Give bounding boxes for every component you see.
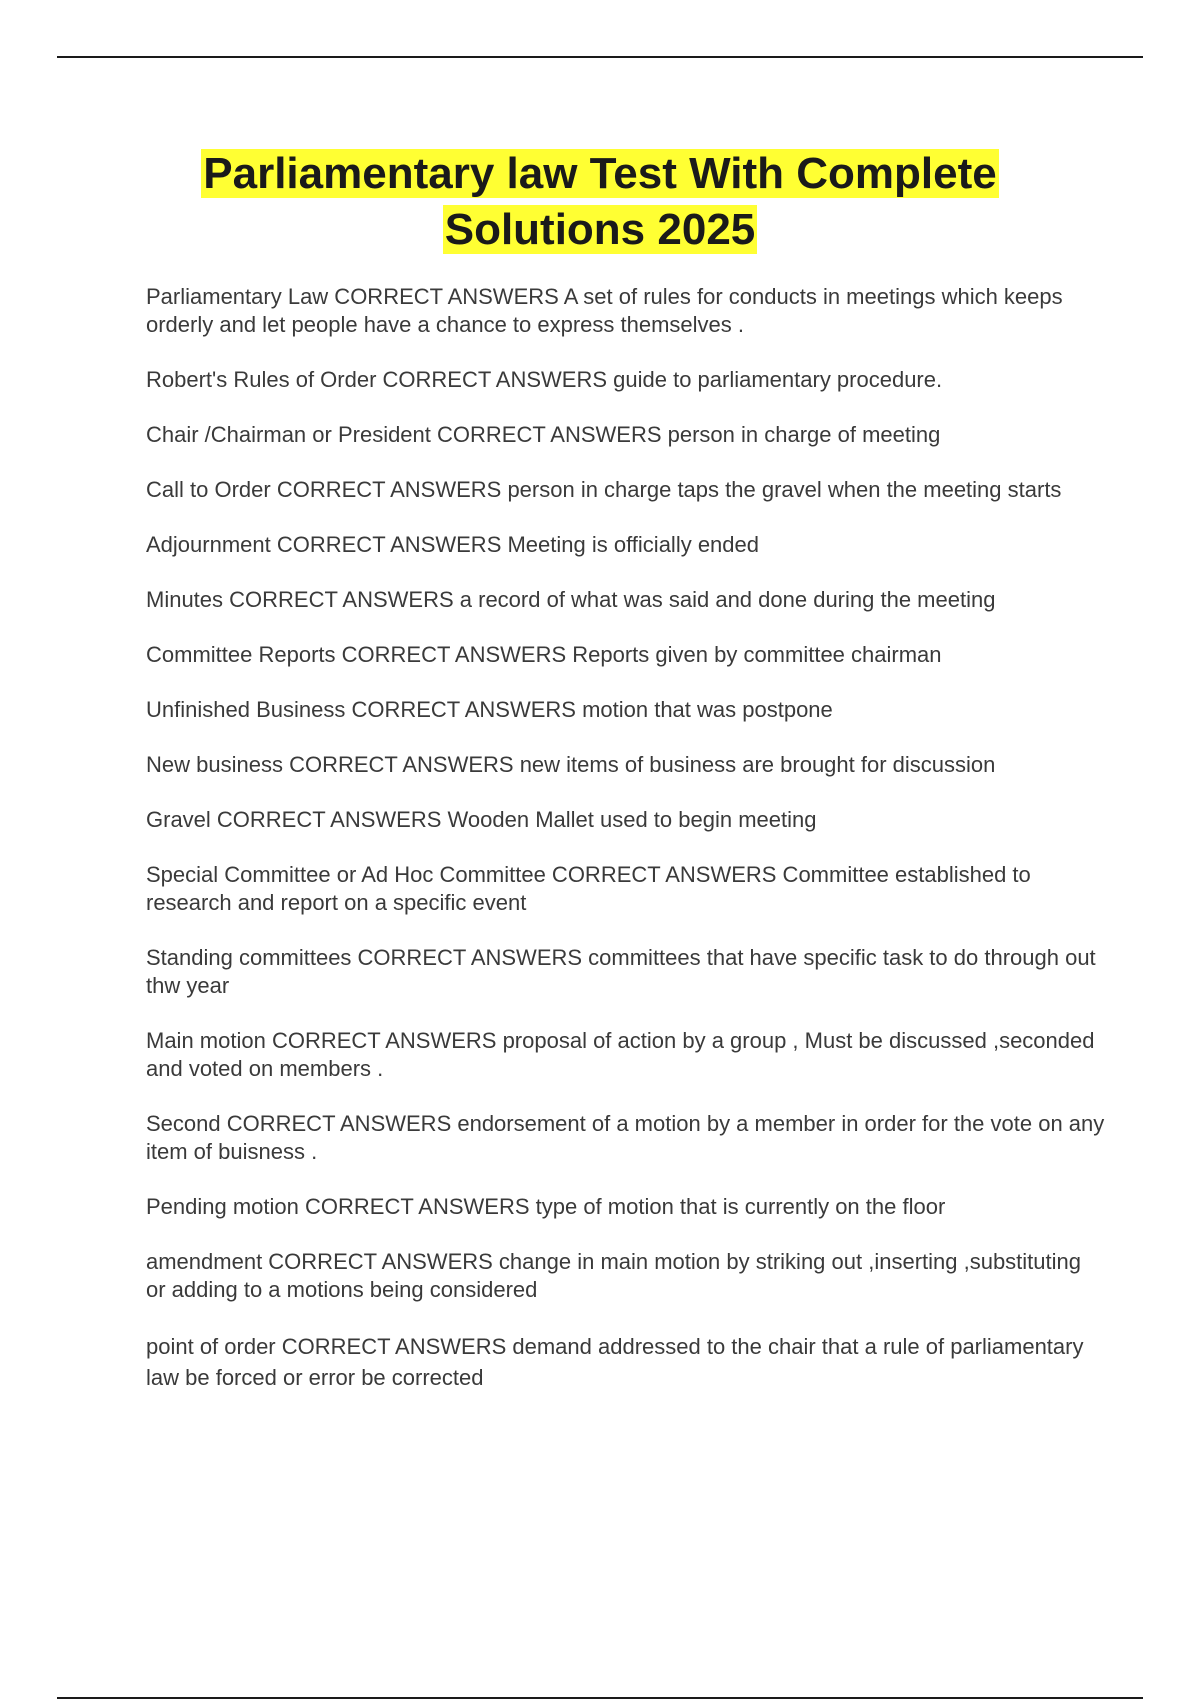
qa-item xyxy=(146,1027,1106,1083)
qa-text: Chair /Chairman or President CORRECT ANSWERS person in charge of meeting xyxy=(146,422,941,447)
qa-item xyxy=(146,751,1106,779)
qa-item xyxy=(146,1331,1106,1393)
qa-text: amendment CORRECT ANSWERS change in main motion by striking out ,inserting ,substituting or adding to a motions being considered xyxy=(146,1249,1081,1302)
qa-text: Adjournment CORRECT ANSWERS Meeting is officially ended xyxy=(146,532,759,557)
qa-item xyxy=(146,696,1106,724)
top-divider xyxy=(57,56,1143,58)
qa-item xyxy=(146,586,1106,614)
qa-item xyxy=(146,861,1106,917)
qa-item xyxy=(146,531,1106,559)
qa-text: Robert's Rules of Order CORRECT ANSWERS guide to parliamentary procedure. xyxy=(146,367,943,392)
qa-item xyxy=(146,641,1106,669)
qa-item xyxy=(146,421,1106,449)
qa-text: Main motion CORRECT ANSWERS proposal of action by a group , Must be discussed ,seconded and voted on members . xyxy=(146,1028,1095,1081)
qa-text: Pending motion CORRECT ANSWERS type of motion that is currently on the floor xyxy=(146,1194,946,1219)
qa-item xyxy=(146,944,1106,1000)
qa-list xyxy=(146,283,1106,1420)
document-title: Parliamentary law Test With Complete Solutions 2025 xyxy=(203,149,997,254)
qa-item xyxy=(146,1248,1106,1304)
qa-item xyxy=(146,806,1106,834)
qa-text: Call to Order CORRECT ANSWERS person in charge taps the gravel when the meeting starts xyxy=(146,477,1062,502)
qa-text: Second CORRECT ANSWERS endorsement of a motion by a member in order for the vote on any item of buisness . xyxy=(146,1111,1105,1164)
qa-item xyxy=(146,1193,1106,1221)
qa-item xyxy=(146,1110,1106,1166)
qa-text: Parliamentary Law CORRECT ANSWERS A set of rules for conducts in meetings which keeps orderly and let people have a chance to express themselves . xyxy=(146,284,1063,337)
qa-item xyxy=(146,283,1106,339)
qa-text: New business CORRECT ANSWERS new items of business are brought for discussion xyxy=(146,752,996,777)
qa-text: Minutes CORRECT ANSWERS a record of what was said and done during the meeting xyxy=(146,587,996,612)
qa-text: point of order CORRECT ANSWERS demand addressed to the chair that a rule of parliamentary law be forced or error be corrected xyxy=(146,1334,1084,1390)
qa-text: Standing committees CORRECT ANSWERS committees that have specific task to do through out thw year xyxy=(146,945,1096,998)
qa-text: Committee Reports CORRECT ANSWERS Reports given by committee chairman xyxy=(146,642,942,667)
qa-item xyxy=(146,366,1106,394)
qa-text: Special Committee or Ad Hoc Committee CORRECT ANSWERS Committee established to research and report on a specific event xyxy=(146,862,1031,915)
qa-text: Unfinished Business CORRECT ANSWERS motion that was postpone xyxy=(146,697,833,722)
qa-item xyxy=(146,476,1106,504)
title-block xyxy=(120,146,1080,258)
bottom-divider xyxy=(57,1697,1143,1699)
qa-text: Gravel CORRECT ANSWERS Wooden Mallet used to begin meeting xyxy=(146,807,817,832)
